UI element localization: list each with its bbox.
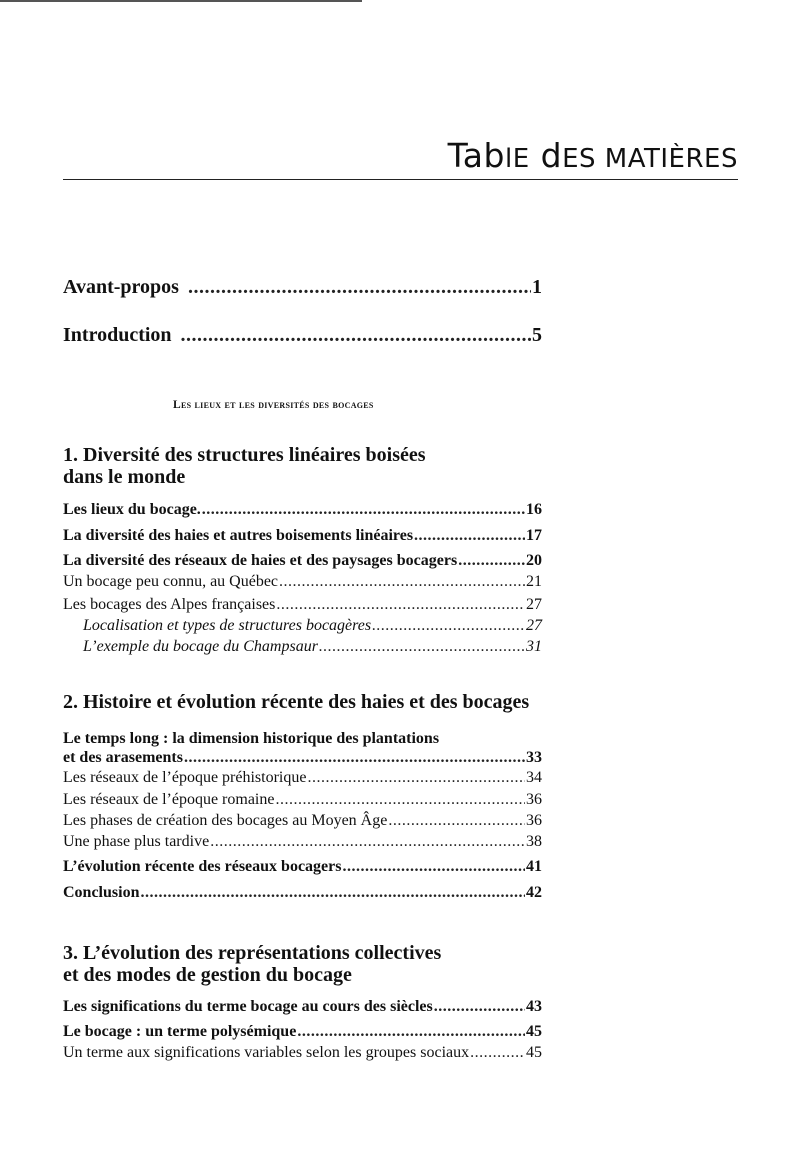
toc-entry-label: Les bocages des Alpes françaises: [63, 596, 276, 613]
dot-leader: [458, 551, 525, 569]
toc-entry[interactable]: [63, 1022, 542, 1041]
toc-entry-label: Les significations du terme bocage au cours des siècles: [63, 998, 433, 1015]
toc-entry-page: 17: [526, 527, 542, 544]
toc-entry-page: 38: [526, 833, 542, 850]
toc-entry-page: 33: [526, 749, 542, 766]
toc-entry-page: 31: [526, 638, 542, 655]
dot-leader: [181, 323, 531, 345]
chapter-2-title[interactable]: [63, 691, 542, 713]
dot-leader: [319, 637, 525, 655]
dot-leader: [434, 997, 525, 1015]
dot-leader: [210, 832, 525, 850]
dot-leader: [342, 857, 525, 875]
toc-entry-label: Les phases de création des bocages au Moyen Âge: [63, 812, 388, 829]
dot-leader: [470, 1043, 525, 1061]
toc-entry-page: 42: [526, 884, 542, 901]
toc-entry[interactable]: [63, 526, 542, 545]
toc-entry-avant-propos[interactable]: [63, 275, 542, 299]
toc-entry[interactable]: [63, 748, 542, 767]
dot-leader: [388, 811, 525, 829]
toc-entry-label: Les réseaux de l’époque romaine: [63, 791, 275, 808]
toc-entry-label: Les réseaux de l’époque préhistorique: [63, 769, 307, 786]
toc-entry-page: 45: [526, 1023, 542, 1040]
dot-leader: [184, 748, 525, 766]
toc-entry-page: 36: [526, 812, 542, 829]
chapter-title-line: 2. Histoire et évolution récente des haies et des bocages: [63, 691, 530, 713]
dot-leader: [414, 526, 525, 544]
dot-leader: [188, 275, 531, 297]
toc-entry-page: 16: [526, 501, 542, 518]
toc-entry[interactable]: [63, 768, 542, 787]
toc-entry-label: Le bocage : un terme polysémique: [63, 1023, 297, 1040]
page-title: [448, 136, 738, 175]
top-edge-rule: [0, 0, 362, 2]
toc-entry[interactable]: [63, 790, 542, 809]
toc-entry-label: Une phase plus tardive: [63, 833, 210, 850]
title-part-es: ES: [562, 144, 597, 174]
toc-entry-label: L’évolution récente des réseaux bocagers: [63, 858, 342, 875]
toc-entry[interactable]: [63, 857, 542, 876]
toc-entry[interactable]: [63, 572, 542, 591]
toc-entry-label: Un terme aux significations variables selon les groupes sociaux: [63, 1044, 470, 1061]
toc-entry[interactable]: [63, 811, 542, 830]
title-part-t1: Tab: [447, 136, 505, 175]
toc-entry-first-line[interactable]: Le temps long : la dimension historique des plantations: [63, 730, 440, 747]
toc-entry-page: 5: [532, 324, 542, 346]
chapter-title-line: et des modes de gestion du bocage: [63, 964, 352, 986]
toc-entry-page: 34: [526, 769, 542, 786]
toc-entry[interactable]: [63, 883, 542, 902]
chapter-1-title[interactable]: [63, 444, 542, 488]
toc-subentry[interactable]: [63, 616, 542, 635]
toc-entry-label: Introduction: [63, 324, 172, 346]
title-part-d: d: [540, 136, 563, 175]
toc-entry-introduction[interactable]: [63, 323, 542, 347]
chapter-title-line: 1. Diversité des structures linéaires boisées: [63, 444, 426, 466]
dot-leader: [307, 768, 525, 786]
title-part-l: l: [504, 144, 513, 174]
toc-entry-page: 27: [526, 617, 542, 634]
toc-entry[interactable]: [63, 997, 542, 1016]
toc-subentry[interactable]: [63, 637, 542, 656]
toc-entry-label: Avant-propos: [63, 276, 179, 298]
toc-entry-page: 36: [526, 791, 542, 808]
title-part-rest: MATIÈRES: [596, 144, 738, 174]
toc-entry[interactable]: [63, 595, 542, 614]
chapter-title-line: 3. L’évolution des représentations collectives: [63, 942, 442, 964]
dot-leader: [140, 883, 525, 901]
toc-entry-label: Les lieux du bocage.: [63, 501, 201, 518]
toc-entry-page: 43: [526, 998, 542, 1015]
toc-entry[interactable]: [63, 832, 542, 851]
toc-entry-page: 27: [526, 596, 542, 613]
part-title: Les lieux et les diversités des bocages: [173, 399, 374, 411]
toc-entry-page: 21: [526, 573, 542, 590]
dot-leader: [372, 616, 525, 634]
toc-entry-label: L’exemple du bocage du Champsaur: [83, 638, 318, 655]
toc-entry-label: et des arasements: [63, 749, 183, 766]
dot-leader: [297, 1022, 525, 1040]
title-part-e: E: [512, 144, 530, 174]
toc-entry-label: Un bocage peu connu, au Québec: [63, 573, 279, 590]
dot-leader: [275, 790, 525, 808]
toc-entry[interactable]: [63, 1043, 542, 1062]
chapter-title-line: dans le monde: [63, 466, 186, 488]
toc-entry-page: 45: [526, 1044, 542, 1061]
toc-entry-label: Conclusion: [63, 884, 140, 901]
chapter-3-title[interactable]: [63, 942, 542, 986]
dot-leader: [276, 595, 525, 613]
toc-entry-label: La diversité des réseaux de haies et des paysages bocagers: [63, 552, 458, 569]
dot-leader: [202, 500, 525, 518]
toc-entry-page: 41: [526, 858, 542, 875]
toc-entry-label: La diversité des haies et autres boisements linéaires: [63, 527, 414, 544]
toc-entry-label: Localisation et types de structures bocagères: [83, 617, 372, 634]
dot-leader: [279, 572, 525, 590]
title-part-space: [530, 136, 541, 175]
toc-entry-page: 20: [526, 552, 542, 569]
toc-entry[interactable]: [63, 500, 542, 519]
title-rule: [63, 179, 738, 180]
toc-entry-page: 1: [532, 276, 542, 298]
toc-entry[interactable]: [63, 551, 542, 570]
